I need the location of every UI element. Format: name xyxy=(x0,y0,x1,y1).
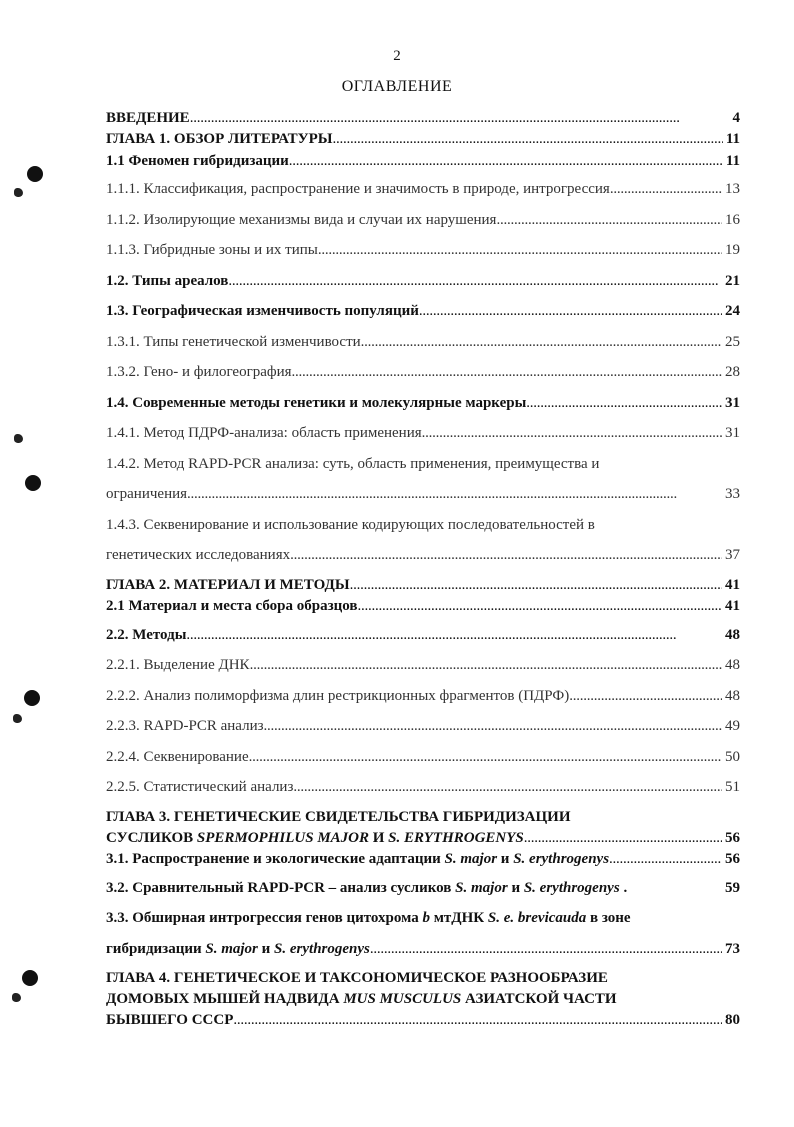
punch-hole-4 xyxy=(22,970,38,986)
entry-title xyxy=(106,879,627,897)
toc-entry-1-4-1[interactable] xyxy=(106,424,740,442)
entry-title: 2.2.5. Статистический анализ xyxy=(106,779,294,795)
entry-title: 1.1.3. Гибридные зоны и их типы xyxy=(106,242,318,258)
entry-page: 16 xyxy=(725,212,740,228)
toc-entry-chapter-2[interactable] xyxy=(106,576,740,594)
toc-entry-1-3-1[interactable] xyxy=(106,333,740,351)
toc-entry-1-3[interactable] xyxy=(106,302,740,320)
dot-leader xyxy=(357,597,722,615)
dot-leader xyxy=(318,241,722,259)
dot-leader xyxy=(187,485,722,503)
toc-entry-1-2[interactable] xyxy=(106,272,740,290)
entry-title-part: ДОМОВЫХ МЫШЕЙ НАДВИДА xyxy=(106,991,344,1007)
entry-title: ВВЕДЕНИЕ xyxy=(106,110,190,126)
punch-mark-3 xyxy=(13,714,22,723)
toc-entry-3-3[interactable] xyxy=(106,940,740,958)
punch-hole-2 xyxy=(25,475,41,491)
dot-leader xyxy=(228,272,722,290)
toc-entry-2-2-1[interactable] xyxy=(106,656,740,674)
entry-title: 2.2.3. RAPD-PCR анализ xyxy=(106,718,264,734)
toc-entry-1-4[interactable] xyxy=(106,394,740,412)
toc-entry-2-1[interactable] xyxy=(106,597,740,615)
entry-title: 1.3.1. Типы генетической изменчивости xyxy=(106,334,361,350)
entry-title-part: 3.2. Сравнительный RAPD-PCR – анализ сусликов xyxy=(106,880,456,896)
entry-title-italic: S. major xyxy=(455,880,508,896)
dot-leader xyxy=(190,109,730,127)
entry-title-part: И xyxy=(369,830,389,846)
entry-title-part: мтДНК xyxy=(429,910,488,926)
dot-leader xyxy=(361,333,722,351)
toc-entry-3-1[interactable] xyxy=(106,850,740,868)
dot-leader xyxy=(569,687,722,705)
entry-title-italic: S. erythrogenys xyxy=(274,941,370,957)
entry-title-part: 3.1. Распространение и экологические адаптации xyxy=(106,851,445,867)
entry-page: 50 xyxy=(725,749,740,765)
entry-title-part: в зоне xyxy=(586,910,631,926)
entry-title xyxy=(106,940,370,958)
entry-page: 4 xyxy=(732,110,740,126)
toc-entry-2-2-5[interactable] xyxy=(106,778,740,796)
toc-entry-chapter-3[interactable] xyxy=(106,829,740,847)
toc-entry-1-1-3[interactable] xyxy=(106,241,740,259)
entry-title xyxy=(106,850,609,868)
entry-title-part: и xyxy=(257,941,275,957)
entry-title-italic: S. major xyxy=(205,941,258,957)
entry-page: 48 xyxy=(725,657,740,673)
dot-leader xyxy=(610,180,722,198)
entry-page: 41 xyxy=(725,598,740,614)
entry-title: ограничения xyxy=(106,486,188,502)
entry-page: 11 xyxy=(725,131,740,147)
entry-page: 24 xyxy=(725,303,740,319)
toc-title: ОГЛАВЛЕНИЕ xyxy=(341,78,453,95)
toc-entry-1-1[interactable] xyxy=(106,152,740,170)
entry-page: 21 xyxy=(725,273,740,289)
entry-title: 2.2.1. Выделение ДНК xyxy=(106,657,250,673)
entry-page: 28 xyxy=(725,364,740,380)
entry-title: ГЛАВА 1. ОБЗОР ЛИТЕРАТУРЫ xyxy=(106,131,333,147)
dot-leader xyxy=(350,576,722,594)
dot-leader xyxy=(333,130,723,148)
punch-hole-1 xyxy=(27,166,43,182)
dot-leader xyxy=(233,1011,722,1029)
entry-page: 59 xyxy=(725,880,740,896)
dot-leader xyxy=(249,748,722,766)
entry-page: 73 xyxy=(725,941,740,957)
toc-entry-chapter-3-line1[interactable]: ГЛАВА 3. ГЕНЕТИЧЕСКИЕ СВИДЕТЕЛЬСТВА ГИБРИДИЗАЦИИ xyxy=(106,809,571,825)
entry-title-part: и xyxy=(497,851,514,867)
entry-title: 1.4. Современные методы генетики и молекулярные маркеры xyxy=(106,395,527,411)
entry-title: ГЛАВА 2. МАТЕРИАЛ И МЕТОДЫ xyxy=(106,577,350,593)
entry-title: 1.1 Феномен гибридизации xyxy=(106,153,289,169)
entry-title: БЫВШЕГО СССР xyxy=(106,1012,234,1028)
dot-leader xyxy=(524,829,722,847)
entry-title-italic: S. erythrogenys xyxy=(523,880,620,896)
entry-page: 48 xyxy=(725,627,740,643)
toc-entry-1-4-3[interactable] xyxy=(106,546,740,564)
toc-entry-chapter-4-line1[interactable]: ГЛАВА 4. ГЕНЕТИЧЕСКОЕ И ТАКСОНОМИЧЕСКОЕ РАЗНООБРАЗИЕ xyxy=(106,970,608,986)
entry-title: 1.2. Типы ареалов xyxy=(106,273,229,289)
entry-title-part: гибридизации xyxy=(106,941,206,957)
toc-entry-1-1-1[interactable] xyxy=(106,180,740,198)
entry-title: 2.2.2. Анализ полиморфизма длин рестрикционных фрагментов (ПДРФ) xyxy=(106,688,570,704)
punch-mark-2 xyxy=(14,434,23,443)
entry-page: 19 xyxy=(725,242,740,258)
entry-title-italic: S. erythrogenys xyxy=(513,851,610,867)
dot-leader xyxy=(289,152,723,170)
punch-mark-4 xyxy=(12,993,21,1002)
toc-entry-1-4-2-line1[interactable]: 1.4.2. Метод RAPD-PCR анализа: суть, область применения, преимущества и xyxy=(106,456,600,472)
entry-title-part: . xyxy=(619,880,628,896)
toc-entry-2-2-4[interactable] xyxy=(106,748,740,766)
entry-page: 11 xyxy=(725,153,740,169)
entry-title-part: 3.3. Обширная интрогрессия генов цитохрома xyxy=(106,910,423,926)
entry-title: 2.1 Материал и места сбора образцов xyxy=(106,598,358,614)
entry-page: 80 xyxy=(725,1012,740,1028)
toc-entry-chapter-4-line2[interactable] xyxy=(106,990,617,1008)
entry-page: 41 xyxy=(725,577,740,593)
toc-entry-introduction[interactable] xyxy=(106,109,740,127)
entry-title-part: и xyxy=(507,880,524,896)
punch-hole-3 xyxy=(24,690,40,706)
entry-title-italic: S. ERYTHROGENYS xyxy=(388,830,524,846)
dot-leader xyxy=(264,717,722,735)
entry-title: 2.2.4. Секвенирование xyxy=(106,749,249,765)
entry-page: 51 xyxy=(725,779,740,795)
entry-title-italic: S. e. brevicauda xyxy=(487,910,587,926)
entry-title: генетических исследованиях xyxy=(106,547,291,563)
dot-leader xyxy=(292,363,722,381)
entry-page: 31 xyxy=(725,425,740,441)
entry-title: 1.3. Географическая изменчивость популяций xyxy=(106,303,419,319)
toc-entry-chapter-1[interactable] xyxy=(106,130,740,148)
entry-page: 56 xyxy=(725,830,740,846)
toc-entry-2-2-2[interactable] xyxy=(106,687,740,705)
entry-title-italic: MUS MUSCULUS xyxy=(343,991,462,1007)
dot-leader xyxy=(250,656,722,674)
toc-entry-1-4-2[interactable] xyxy=(106,485,740,503)
entry-page: 37 xyxy=(725,547,740,563)
dot-leader xyxy=(290,546,722,564)
entry-page: 48 xyxy=(725,688,740,704)
entry-title-italic: b xyxy=(422,910,430,926)
dot-leader xyxy=(496,211,722,229)
entry-page: 13 xyxy=(725,181,740,197)
page-number: 2 xyxy=(393,48,401,64)
dot-leader xyxy=(419,302,722,320)
entry-title: 1.3.2. Гено- и филогеография xyxy=(106,364,292,380)
toc-entry-2-2[interactable] xyxy=(106,626,740,644)
toc-entry-chapter-4[interactable] xyxy=(106,1011,740,1029)
dot-leader xyxy=(526,394,722,412)
entry-title: 2.2. Методы xyxy=(106,627,187,643)
dot-leader xyxy=(609,850,722,868)
entry-title-italic: SPERMOPHILUS MAJOR xyxy=(196,830,369,846)
dot-leader xyxy=(186,626,722,644)
entry-title: 1.1.1. Классификация, распространение и значимость в природе, интрогрессия xyxy=(106,181,610,197)
entry-title xyxy=(106,829,524,847)
toc-entry-1-1-2[interactable] xyxy=(106,211,740,229)
entry-page: 33 xyxy=(725,486,740,502)
dot-leader xyxy=(370,940,722,958)
entry-page: 25 xyxy=(725,334,740,350)
toc-entry-1-3-2[interactable] xyxy=(106,363,740,381)
toc-entry-3-3-line1[interactable] xyxy=(106,909,631,927)
dot-leader xyxy=(422,424,722,442)
entry-page: 56 xyxy=(725,851,740,867)
toc-entry-3-2[interactable] xyxy=(106,879,740,897)
toc-entry-2-2-3[interactable] xyxy=(106,717,740,735)
entry-title-italic: S. major xyxy=(444,851,498,867)
entry-title: 1.4.1. Метод ПДРФ-анализа: область применения xyxy=(106,425,422,441)
dot-leader xyxy=(293,778,722,796)
toc-entry-1-4-3-line1[interactable]: 1.4.3. Секвенирование и использование кодирующих последовательностей в xyxy=(106,517,595,533)
entry-page: 49 xyxy=(725,718,740,734)
entry-page: 31 xyxy=(725,395,740,411)
punch-mark-1 xyxy=(14,188,23,197)
entry-title-part: АЗИАТСКОЙ ЧАСТИ xyxy=(461,991,617,1007)
entry-title: 1.1.2. Изолирующие механизмы вида и случаи их нарушения xyxy=(106,212,497,228)
entry-title-part: СУСЛИКОВ xyxy=(106,830,197,846)
